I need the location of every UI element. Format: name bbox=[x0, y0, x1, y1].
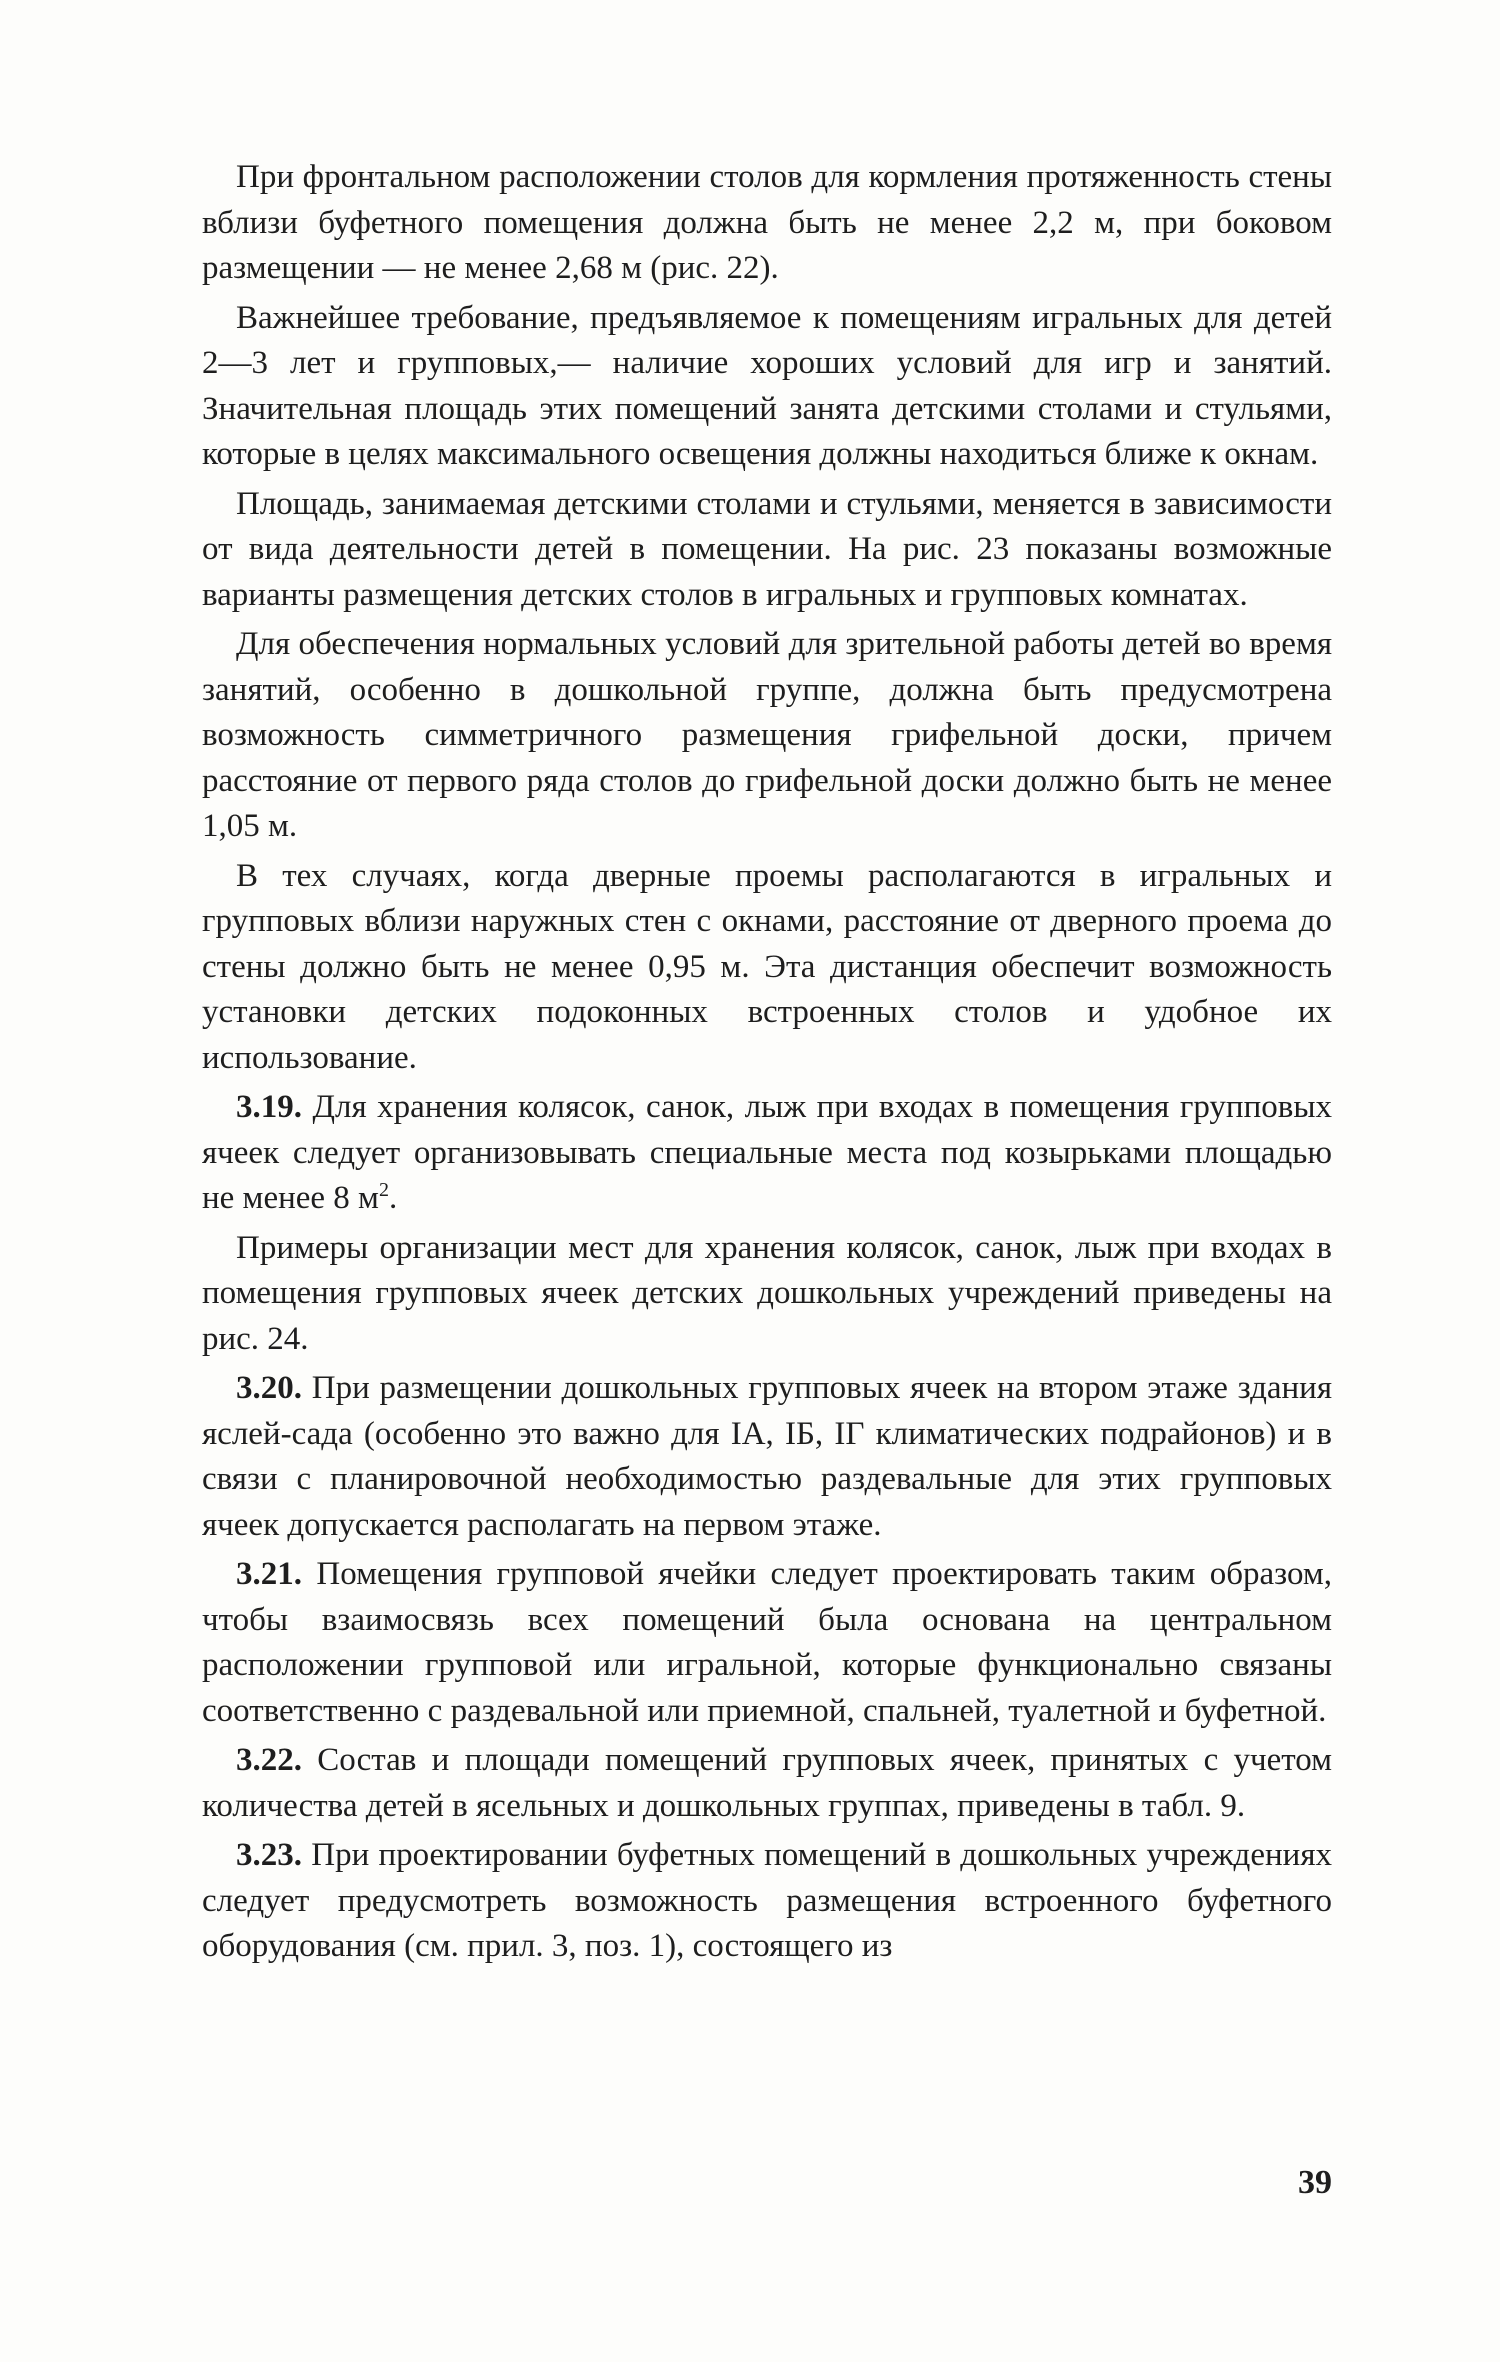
section-number: 3.22. bbox=[236, 1742, 302, 1778]
paragraph-7: Примеры организации мест для хранения колясок, санок, лыж при входах в помещения групповых ячеек детских дошкольных учреждений приведены на рис. 24. bbox=[202, 1229, 1332, 1357]
body-text bbox=[202, 155, 1332, 1974]
section-number: 3.20. bbox=[236, 1370, 302, 1406]
paragraph-3: Площадь, занимаемая детскими столами и стульями, меняется в зависимости от вида деятельности детей в помещении. На рис. 23 показаны возможные варианты размещения детских столов в игральных и групповых комнатах. bbox=[202, 485, 1332, 613]
paragraph-3-23: 3.23. При проектировании буфетных помещений в дошкольных учреждениях следует предусмотреть возможность размещения встроенного буфетного оборудования (см. прил. 3, поз. 1), состоящего из bbox=[202, 1837, 1332, 1964]
paragraph-1: При фронтальном расположении столов для кормления протяженность стены вблизи буфетного помещения должна быть не менее 2,2 м, при боковом размещении — не менее 2,68 м (рис. 22). bbox=[202, 159, 1332, 286]
superscript: 2 bbox=[378, 1179, 389, 1201]
paragraph-3-19: 3.19. Для хранения колясок, санок, лыж при входах в помещения групповых ячеек следует организовывать специальные места под козырьками площадью не менее 8 $м^2$. bbox=[202, 1089, 1332, 1216]
paragraph-3-20: 3.20. При размещении дошкольных групповых ячеек на втором этаже здания яслей-сада (особенно это важно для IА, IБ, IГ климатических подрайонов) и в связи с планировочной необходимостью раздевальные для этих групповых ячеек допускается располагать на первом этаже. bbox=[202, 1370, 1333, 1543]
section-number: 3.23. bbox=[236, 1837, 302, 1873]
paragraph-3-22: 3.22. Состав и площади помещений групповых ячеек, принятых с учетом количества детей в ясельных и дошкольных группах, приведены в табл. 9. bbox=[202, 1742, 1332, 1824]
page-number: 39 bbox=[1298, 2164, 1332, 2201]
paragraph-3-21: 3.21. Помещения групповой ячейки следует проектировать таким образом, чтобы взаимосвязь всех помещений была основана на центральном расположении групповой или игральной, которые функционально связаны соответственно с раздевальной или приемной, спальней, туалетной и буфетной. bbox=[202, 1556, 1332, 1729]
section-number: 3.19. bbox=[236, 1089, 302, 1125]
paragraph-5: В тех случаях, когда дверные проемы располагаются в игральных и групповых вблизи наружных стен с окнами, расстояние от дверного проема до стены должно быть не менее 0,95 м. Эта дистанция обеспечит возможность установки детских подоконных встроенных столов и удобное их использование. bbox=[202, 857, 1332, 1076]
paragraph-4: Для обеспечения нормальных условий для зрительной работы детей во время занятий, особенно в дошкольной группе, должна быть предусмотрена возможность симметричного размещения грифельной доски, причем расстояние от первого ряда столов до грифельной доски должно быть не менее 1,05 м. bbox=[202, 626, 1332, 844]
section-number: 3.21. bbox=[236, 1556, 302, 1592]
paragraph-2: Важнейшее требование, предъявляемое к помещениям игральных для детей 2—3 лет и групповых,— наличие хороших условий для игр и занятий. Значительная площадь этих помещений занята детскими столами и стульями, которые в целях максимального освещения должны находиться ближе к окнам. bbox=[202, 299, 1332, 472]
